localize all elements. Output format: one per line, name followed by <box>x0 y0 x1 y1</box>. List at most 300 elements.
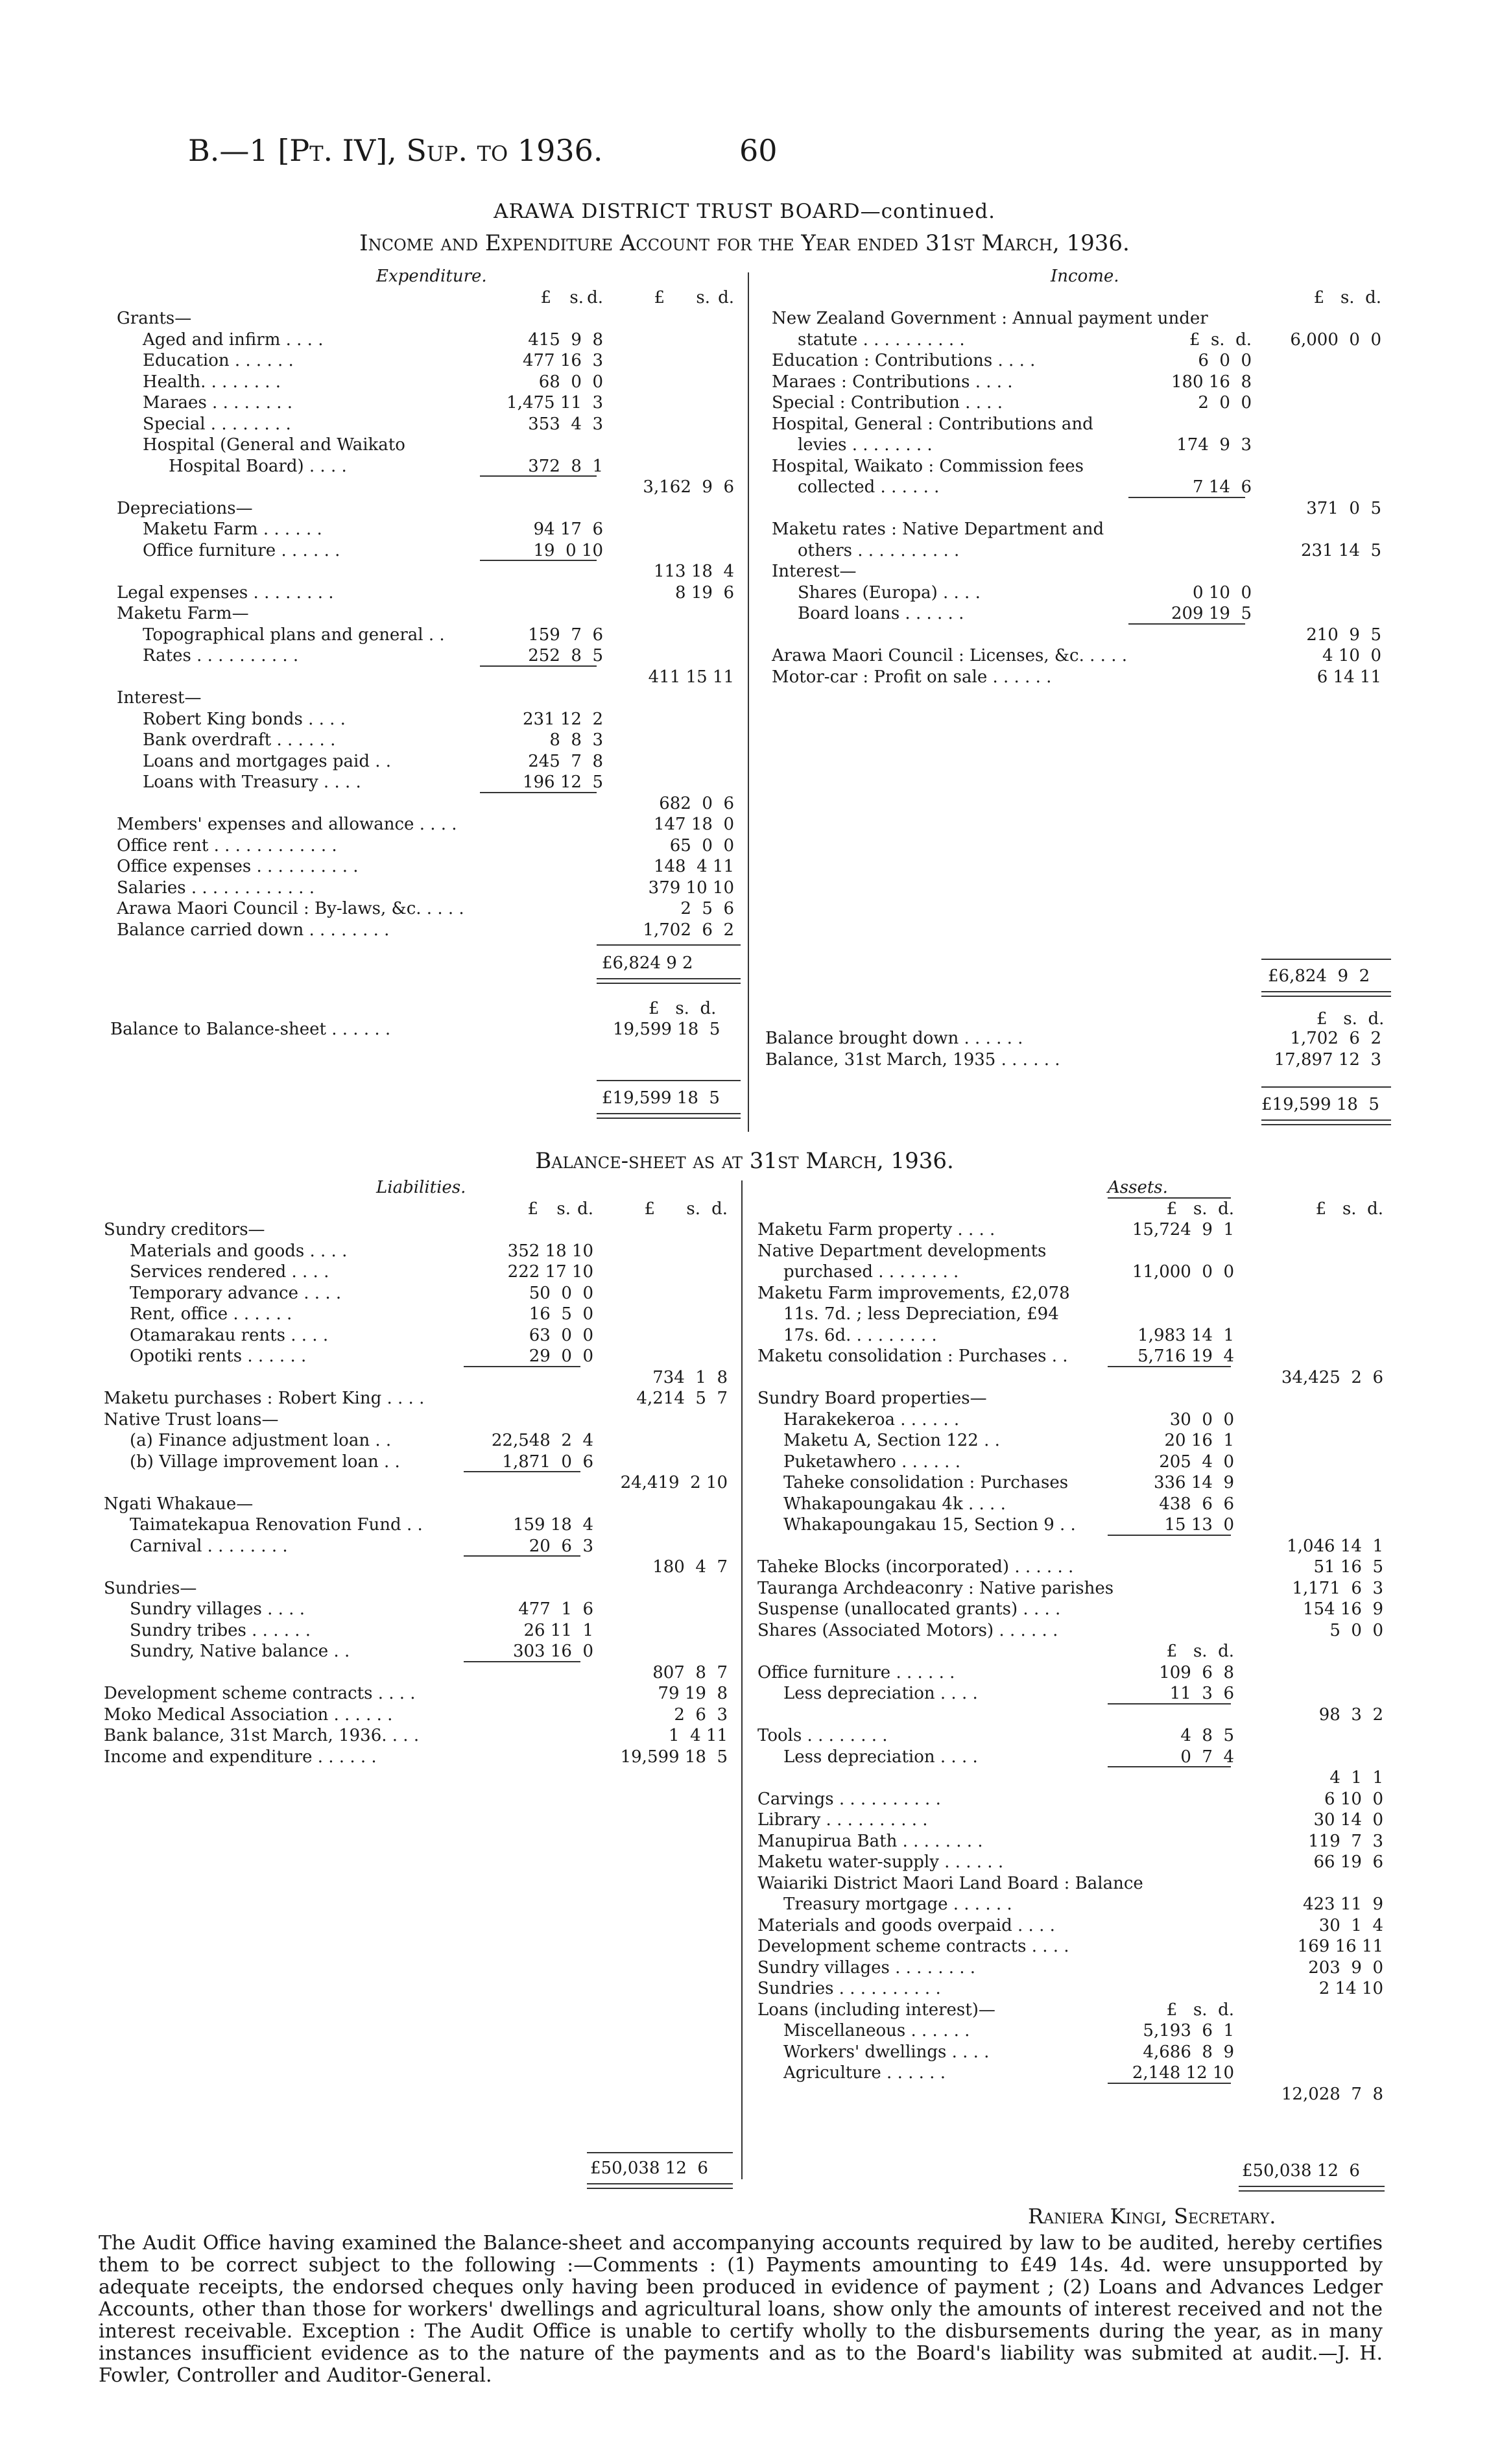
ledger-row <box>772 561 1388 582</box>
row-label: Maketu consolidation : Purchases . . <box>757 1346 1068 1366</box>
ledger-row <box>117 308 739 329</box>
row-label: Balance brought down . . . . . . <box>765 1029 1023 1048</box>
ledger-row <box>757 1262 1387 1283</box>
ledger-row <box>104 1367 733 1389</box>
assets-total: £50,038 12 6 <box>1242 2161 1360 2181</box>
row-outer-amount: 30 1 4 <box>1318 1915 1383 1935</box>
row-outer-amount: 154 16 9 <box>1302 1599 1383 1619</box>
row-inner-amount: 222 17 10 <box>507 1262 593 1282</box>
row-inner-amount: 438 6 6 <box>1159 1494 1234 1514</box>
ledger-row <box>117 392 739 414</box>
subtotal-rule <box>1128 497 1245 498</box>
row-label: Office furniture . . . . . . <box>757 1662 955 1682</box>
ledger-row <box>757 1199 1387 1220</box>
row-label: Maketu Farm— <box>117 604 249 623</box>
assets-rows <box>757 1199 1387 2105</box>
ledger-row <box>772 329 1388 351</box>
row-label: Arawa Maori Council : Licenses, &c. . . . . <box>772 646 1127 665</box>
ledger-row <box>117 435 739 456</box>
row-outer-amount: 19,599 18 5 <box>620 1747 728 1767</box>
row-outer-amount: 79 19 8 <box>658 1684 728 1703</box>
ledger-row <box>117 540 739 562</box>
row-inner-amount: 4 8 5 <box>1180 1726 1234 1745</box>
ledger-row <box>757 1536 1387 1557</box>
income-col-heads: £ s. d. <box>1313 287 1381 307</box>
ledger-row <box>117 772 739 793</box>
ledger-row <box>757 1894 1387 1915</box>
page-header: B.—1 [Pt. IV], Sup. to 1936. <box>188 133 603 168</box>
row-label: Puketawhero . . . . . . <box>783 1452 960 1472</box>
row-inner-amount: 180 16 8 <box>1171 372 1252 392</box>
ledger-row <box>104 1725 733 1747</box>
row-label: Tauranga Archdeaconry : Native parishes <box>757 1578 1114 1598</box>
row-label: Temporary advance . . . . <box>130 1283 342 1303</box>
row-label: Opotiki rents . . . . . . <box>130 1346 307 1366</box>
row-label: Tools . . . . . . . . <box>757 1726 888 1745</box>
row-outer-amount: 17,897 12 3 <box>1274 1049 1381 1070</box>
row-label: Special . . . . . . . . <box>143 414 291 434</box>
ledger-row <box>757 1346 1387 1367</box>
row-label: (a) Finance adjustment loan . . <box>130 1431 392 1450</box>
row-inner-amount: 205 4 0 <box>1159 1452 1234 1472</box>
ledger-row <box>104 1514 733 1536</box>
ledger-row <box>757 1472 1387 1494</box>
row-outer-amount: 8 19 6 <box>675 582 734 603</box>
row-label: Miscellaneous . . . . . . <box>783 2021 970 2040</box>
row-label: Maketu Farm property . . . . <box>757 1220 995 1239</box>
row-inner-amount: 0 10 0 <box>1193 582 1252 603</box>
row-inner-amount: 1,475 11 3 <box>506 393 603 413</box>
row-inner-amount: 4,686 8 9 <box>1143 2042 1234 2062</box>
row-label: Income and expenditure . . . . . . <box>104 1747 377 1767</box>
row-label: Sundry tribes . . . . . . <box>130 1620 311 1640</box>
expenditure-balance-total-rule <box>597 1113 741 1119</box>
row-inner-amount: 477 16 3 <box>522 351 603 370</box>
subtotal-rule <box>1108 1366 1231 1367</box>
subtotal-rule <box>464 1366 580 1367</box>
ledger-row <box>757 1409 1387 1431</box>
row-inner-amount: 19 0 10 <box>533 540 603 560</box>
ledger-row <box>104 1536 733 1557</box>
row-label: Sundry creditors— <box>104 1220 265 1239</box>
row-outer-amount: 148 4 11 <box>653 857 734 876</box>
row-label: Sundries— <box>104 1578 197 1598</box>
ledger-row <box>104 1704 733 1726</box>
row-inner-amount: 63 0 0 <box>529 1325 593 1345</box>
row-label: Taheke consolidation : Purchases <box>783 1473 1069 1492</box>
ledger-row <box>117 519 739 540</box>
ledger-row <box>772 667 1388 688</box>
board-title: ARAWA DISTRICT TRUST BOARD—continued. <box>494 200 995 223</box>
ledger-row <box>757 1852 1387 1873</box>
row-inner-amount: 29 0 0 <box>529 1346 593 1366</box>
row-label: Balance carried down . . . . . . . . <box>117 920 390 940</box>
row-outer-amount: 66 19 6 <box>1313 1852 1383 1872</box>
row-outer-amount: 682 0 6 <box>659 793 734 813</box>
liabilities-heading: Liabilities. <box>376 1178 466 1197</box>
expenditure-balance-label: Balance to Balance-sheet . . . . . . <box>110 1020 391 1039</box>
row-label: Robert King bonds . . . . <box>143 709 346 729</box>
row-label: 17s. 6d. . . . . . . . . <box>783 1325 937 1345</box>
ledger-row <box>104 1430 733 1452</box>
row-outer-amount: 379 10 10 <box>648 878 734 898</box>
ledger-row <box>117 835 739 857</box>
ledger-row <box>104 1409 733 1431</box>
subtotal-rule <box>480 792 597 793</box>
liabilities-rows <box>104 1219 733 1767</box>
ledger-row <box>772 414 1388 435</box>
row-label: Less depreciation . . . . <box>783 1684 978 1703</box>
row-inner-amount: 22,548 2 4 <box>491 1431 593 1450</box>
row-label: Native Department developments <box>757 1241 1047 1261</box>
income-section <box>772 266 1388 688</box>
income-total: £6,824 9 2 <box>1268 966 1370 986</box>
row-label: New Zealand Government : Annual payment under <box>772 309 1208 328</box>
subtotal-rule <box>1108 1703 1231 1704</box>
row-inner-amount: £ s. d. <box>1166 2000 1234 2020</box>
ledger-row <box>117 898 739 920</box>
row-outer-amount: 34,425 2 6 <box>1281 1367 1383 1387</box>
row-label: Waiariki District Maori Land Board : Balance <box>757 1873 1143 1893</box>
row-label: Maketu A, Section 122 . . <box>783 1431 1000 1450</box>
row-outer-amount: 30 14 0 <box>1313 1810 1383 1830</box>
ledger-row <box>104 1557 733 1578</box>
ledger-row <box>772 308 1388 329</box>
row-label: Carvings . . . . . . . . . . <box>757 1789 941 1809</box>
row-inner-amount: 20 6 3 <box>529 1536 593 1556</box>
ledger-row <box>104 1304 733 1325</box>
ledger-row <box>104 1620 733 1642</box>
ledger-row <box>117 477 739 498</box>
row-label: Loans (including interest)— <box>757 2000 995 2020</box>
ledger-row <box>757 1367 1387 1389</box>
ledger-row <box>117 582 739 604</box>
row-label: Sundry villages . . . . . . . . <box>757 1957 976 1978</box>
ledger-row <box>117 645 739 667</box>
row-label: Otamarakau rents . . . . <box>130 1325 329 1345</box>
ledger-row <box>117 814 739 835</box>
income-balance-heads: £ s. d. <box>1316 1009 1385 1029</box>
row-outer-amount: 51 16 5 <box>1313 1557 1383 1577</box>
row-outer-amount: 1 4 11 <box>669 1726 728 1745</box>
ledger-row <box>104 1219 733 1241</box>
row-inner-amount: 336 14 9 <box>1153 1473 1234 1492</box>
row-inner-amount: 11 3 6 <box>1169 1684 1234 1703</box>
ledger-row <box>757 1430 1387 1452</box>
ledger-row <box>117 730 739 751</box>
row-label: Motor-car : Profit on sale . . . . . . <box>772 667 1052 687</box>
row-outer-amount: 180 4 7 <box>652 1557 728 1577</box>
row-inner-amount: 159 7 6 <box>528 625 603 645</box>
row-label: Depreciations— <box>117 498 253 518</box>
assets-total-rule <box>1239 2186 1385 2192</box>
row-inner-amount: 174 9 3 <box>1176 435 1252 455</box>
row-outer-amount: 98 3 2 <box>1318 1704 1383 1725</box>
row-label: Whakapoungakau 4k . . . . <box>783 1494 1006 1514</box>
row-inner-amount: 196 12 5 <box>522 772 603 792</box>
ledger-row <box>117 856 739 878</box>
row-inner-amount: 68 0 0 <box>538 372 603 392</box>
ledger-row <box>104 1472 733 1494</box>
row-label: Carnival . . . . . . . . <box>130 1536 288 1556</box>
ledger-row <box>757 1725 1387 1747</box>
row-label: Maraes . . . . . . . . <box>143 393 293 413</box>
row-label: Library . . . . . . . . . . <box>757 1810 928 1830</box>
row-label: Office expenses . . . . . . . . . . <box>117 857 359 876</box>
expenditure-total-rule <box>597 978 741 984</box>
row-outer-amount: 4,214 5 7 <box>636 1389 728 1408</box>
row-label: Maraes : Contributions . . . . <box>772 372 1013 392</box>
expenditure-section <box>117 266 739 940</box>
ledger-row <box>757 1810 1387 1831</box>
row-label: Whakapoungakau 15, Section 9 . . <box>783 1515 1076 1535</box>
expenditure-rows <box>117 308 739 940</box>
ledger-row <box>757 1325 1387 1346</box>
row-label: Members' expenses and allowance . . . . <box>117 815 457 834</box>
row-outer-amount: 6 10 0 <box>1324 1789 1383 1809</box>
row-inner-amount: 15 13 0 <box>1164 1515 1234 1535</box>
row-inner-amount: 94 17 6 <box>533 520 603 539</box>
ledger-row <box>117 561 739 582</box>
expenditure-col-heads: £ s. d. £ s. d. <box>540 287 734 307</box>
row-inner-amount: 353 4 3 <box>528 414 603 434</box>
expenditure-balance-rule <box>597 1080 741 1081</box>
row-outer-amount: 6 14 11 <box>1316 667 1381 687</box>
row-label: Hospital Board) . . . . <box>169 456 347 476</box>
row-outer-amount: 231 14 5 <box>1300 540 1381 560</box>
ledger-row <box>104 1641 733 1662</box>
subtotal-rule <box>480 475 597 477</box>
ledger-row <box>757 1388 1387 1409</box>
ledger-row <box>757 1957 1387 1979</box>
row-label: Rates . . . . . . . . . . <box>143 646 299 665</box>
row-label: Grants— <box>117 309 192 328</box>
subtotal-rule <box>480 665 597 667</box>
row-label: Agriculture . . . . . . <box>783 2063 946 2083</box>
row-label: Bank overdraft . . . . . . <box>143 730 336 750</box>
row-label: Taimatekapua Renovation Fund . . <box>130 1515 423 1535</box>
ie-account-title: Income and Expenditure Account for the Year ended 31st March, 1936. <box>359 230 1130 256</box>
ledger-row <box>117 667 739 688</box>
row-outer-amount: 2 5 6 <box>680 899 734 918</box>
income-balance-rule <box>1261 1086 1391 1088</box>
ledger-row <box>757 1978 1387 2000</box>
row-label: Maketu water-supply . . . . . . <box>757 1852 1004 1872</box>
liabilities-total-rule-top <box>587 2152 733 2153</box>
row-label: Manupirua Bath . . . . . . . . <box>757 1831 983 1851</box>
subtotal-rule <box>1108 1535 1231 1536</box>
row-inner-amount: £ s. d. <box>1189 329 1252 350</box>
liabilities-section <box>104 1177 733 1767</box>
ie-divider <box>748 272 749 1132</box>
ledger-row <box>757 1494 1387 1515</box>
row-outer-amount: 24,419 2 10 <box>620 1473 728 1492</box>
ledger-row <box>757 1915 1387 1937</box>
row-inner-amount: £ s. d. <box>1166 1642 1234 1661</box>
row-label: Office rent . . . . . . . . . . . . <box>117 835 337 855</box>
row-label: Education . . . . . . <box>143 351 294 370</box>
ledger-row <box>757 1514 1387 1536</box>
expenditure-total: £6,824 9 2 <box>602 953 693 973</box>
ledger-row <box>757 1683 1387 1704</box>
row-outer-amount: 169 16 11 <box>1297 1937 1383 1956</box>
ledger-row <box>104 1599 733 1620</box>
row-inner-amount: 159 18 4 <box>512 1515 593 1535</box>
ledger-row <box>104 1747 733 1768</box>
row-label: Balance, 31st March, 1935 . . . . . . <box>765 1049 1060 1070</box>
row-outer-amount: 119 7 3 <box>1308 1831 1383 1851</box>
row-label: Harakekeroa . . . . . . <box>783 1409 960 1429</box>
row-inner-amount: 415 9 8 <box>528 329 603 350</box>
bs-divider <box>741 1180 743 2179</box>
row-label: Sundry Board properties— <box>757 1389 987 1408</box>
row-inner-amount: 477 1 6 <box>518 1599 593 1619</box>
row-label: Salaries . . . . . . . . . . . . <box>117 878 315 898</box>
ledger-row <box>117 414 739 435</box>
assets-heading: Assets. <box>1108 1178 1168 1197</box>
row-label: (b) Village improvement loan . . <box>130 1452 400 1472</box>
row-label: Sundries . . . . . . . . . . <box>757 1979 941 1998</box>
row-label: Loans with Treasury . . . . <box>143 772 361 792</box>
row-inner-amount: 26 11 1 <box>523 1620 593 1640</box>
row-inner-amount: 11,000 0 0 <box>1132 1262 1234 1282</box>
row-label: Maketu Farm improvements, £2,078 <box>757 1283 1070 1303</box>
ledger-row <box>772 540 1388 562</box>
expenditure-balance-heads: £ s. d. <box>649 999 717 1018</box>
row-label: levies . . . . . . . . <box>798 435 933 455</box>
row-label: Hospital, General : Contributions and <box>772 414 1093 434</box>
ledger-row <box>757 1831 1387 1852</box>
secretary-signature: Raniera Kingi, Secretary. <box>1028 2204 1276 2229</box>
ledger-row <box>772 392 1388 414</box>
ledger-row <box>104 1578 733 1599</box>
row-label: Rent, office . . . . . . <box>130 1304 292 1324</box>
page-number: 60 <box>739 133 778 168</box>
row-inner-amount: 0 7 4 <box>1180 1747 1234 1767</box>
row-label: Maketu purchases : Robert King . . . . <box>104 1389 425 1408</box>
row-outer-amount: 1,702 6 2 <box>643 920 734 940</box>
row-inner-amount: 6 0 0 <box>1198 351 1252 370</box>
ledger-row <box>117 350 739 372</box>
row-outer-amount: 210 9 5 <box>1306 625 1381 645</box>
ledger-row <box>117 688 739 709</box>
ledger-row <box>104 1388 733 1409</box>
ledger-row <box>772 582 1388 604</box>
assets-section <box>757 1177 1387 2105</box>
ledger-row <box>104 1262 733 1283</box>
row-label: Maketu Farm . . . . . . <box>143 520 322 539</box>
row-outer-amount: £ s. d. <box>1315 1199 1383 1219</box>
subtotal-rule <box>464 1555 580 1557</box>
row-outer-amount: 371 0 5 <box>1306 498 1381 518</box>
row-inner-amount: 5,193 6 1 <box>1143 2021 1234 2040</box>
ledger-row <box>772 477 1388 498</box>
ledger-row <box>757 2084 1387 2105</box>
row-label: Aged and infirm . . . . <box>143 329 324 350</box>
row-label: Development scheme contracts . . . . <box>757 1937 1069 1956</box>
expenditure-balance-total: £19,599 18 5 <box>602 1088 720 1108</box>
row-label: Shares (Associated Motors) . . . . . . <box>757 1620 1058 1640</box>
expenditure-subtotal-rule <box>597 944 741 946</box>
row-label: Special : Contribution . . . . <box>772 393 1003 413</box>
expenditure-balance-value: 19,599 18 5 <box>613 1020 721 1039</box>
ledger-row <box>772 498 1388 520</box>
row-label: Taheke Blocks (incorporated) . . . . . . <box>757 1557 1074 1577</box>
ledger-row <box>757 1641 1387 1662</box>
income-balance-total-rule <box>1261 1119 1391 1125</box>
ledger-row <box>757 1767 1387 1789</box>
row-inner-amount: 245 7 8 <box>528 751 603 771</box>
row-label: purchased . . . . . . . . <box>783 1262 959 1282</box>
row-outer-amount: 411 15 11 <box>648 667 734 687</box>
row-outer-amount: 6,000 0 0 <box>1290 329 1381 350</box>
row-label: Office furniture . . . . . . <box>143 540 340 560</box>
ledger-row <box>757 1578 1387 1599</box>
row-label: Maketu rates : Native Department and <box>772 520 1104 539</box>
balance-sheet-title: Balance-sheet as at 31st March, 1936. <box>535 1148 954 1174</box>
row-outer-amount: 1,171 6 3 <box>1292 1578 1383 1598</box>
row-inner-amount: 109 6 8 <box>1159 1662 1234 1682</box>
row-label: Sundry, Native balance . . <box>130 1642 350 1661</box>
row-label: 11s. 7d. ; less Depreciation, £94 <box>783 1304 1059 1324</box>
ledger-row <box>117 878 739 899</box>
ledger-row <box>104 1662 733 1684</box>
ledger-row <box>772 372 1388 393</box>
row-label: collected . . . . . . <box>798 477 940 497</box>
ledger-row <box>757 1452 1387 1473</box>
row-outer-amount: 2 14 10 <box>1318 1979 1383 1998</box>
row-label: Sundry villages . . . . <box>130 1599 305 1619</box>
row-label: Bank balance, 31st March, 1936. . . . <box>104 1726 420 1745</box>
ledger-row <box>757 1283 1387 1304</box>
ledger-row <box>104 1452 733 1473</box>
row-inner-amount: 30 0 0 <box>1169 1409 1234 1429</box>
row-label: Materials and goods overpaid . . . . <box>757 1915 1055 1935</box>
ledger-row <box>757 1219 1387 1241</box>
ledger-row <box>104 1325 733 1346</box>
row-inner-amount: 252 8 5 <box>528 646 603 665</box>
row-outer-amount: 423 11 9 <box>1302 1895 1383 1914</box>
ledger-row <box>104 1494 733 1515</box>
subtotal-rule <box>1108 2083 1231 2084</box>
row-label: Interest— <box>117 688 202 708</box>
row-inner-amount: 2 0 0 <box>1198 393 1252 413</box>
liabilities-col-heads: £ s. d. £ s. d. <box>527 1199 728 1219</box>
row-label: Services rendered . . . . <box>130 1262 329 1282</box>
ledger-row <box>757 1557 1387 1578</box>
liabilities-total: £50,038 12 6 <box>590 2159 708 2178</box>
ledger-row <box>757 2042 1387 2063</box>
ledger-row <box>757 2063 1387 2084</box>
ledger-row <box>104 1683 733 1704</box>
row-label: Ngati Whakaue— <box>104 1494 254 1514</box>
row-label: Interest— <box>772 562 857 581</box>
ledger-row <box>117 793 739 815</box>
row-outer-amount: 1,046 14 1 <box>1287 1536 1383 1556</box>
row-label: Health. . . . . . . . <box>143 372 281 392</box>
subtotal-rule <box>1108 1766 1231 1767</box>
row-label: Board loans . . . . . . <box>798 604 964 623</box>
row-outer-amount: 4 1 1 <box>1329 1768 1383 1788</box>
row-inner-amount: 7 14 6 <box>1193 477 1252 497</box>
row-outer-amount: 12,028 7 8 <box>1281 2084 1383 2104</box>
expenditure-heading: Expenditure. <box>376 267 487 286</box>
ledger-row <box>117 498 739 520</box>
row-inner-amount: 50 0 0 <box>529 1283 593 1303</box>
row-inner-amount: 231 12 2 <box>522 709 603 729</box>
row-label: statute . . . . . . . . . . <box>798 329 965 350</box>
row-outer-amount: 3,162 9 6 <box>643 477 734 497</box>
